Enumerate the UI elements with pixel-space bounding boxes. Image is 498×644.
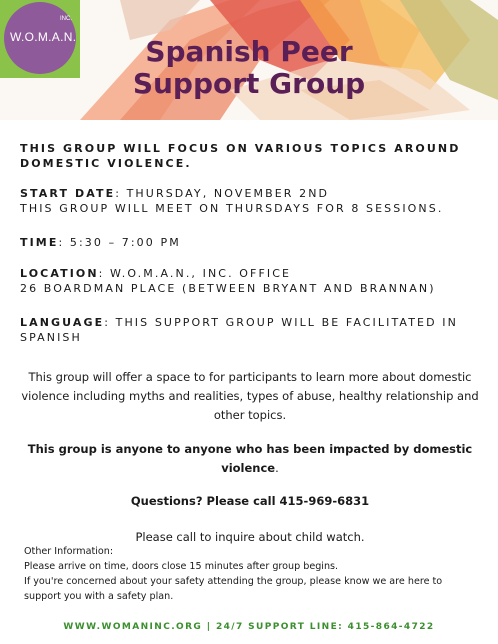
language-value-cont: SPANISH (20, 331, 82, 344)
header-banner (0, 0, 498, 120)
footer-contact: WWW.WOMANINC.ORG | 24/7 SUPPORT LINE: 415-864-4722 (63, 622, 435, 632)
location-label: LOCATION (20, 267, 99, 280)
language-value: : THIS SUPPORT GROUP WILL BE FACILITATED IN (104, 316, 458, 329)
start-date-value: : THURSDAY, NOVEMBER 2ND (115, 187, 330, 200)
logo-name-text: W.O.M.A.N. (10, 30, 77, 44)
start-date-section (20, 186, 490, 216)
language-section (20, 315, 490, 345)
other-info-line-2: If you're concerned about your safety attending the group, please know we are here to (24, 576, 443, 587)
language-label: LANGUAGE (20, 316, 105, 329)
logo-inc-text: INC. (60, 16, 72, 22)
title-line-2: Support Group (132, 67, 366, 100)
audience-statement: This group is anyone to anyone who has been impacted by domestic violence. (27, 442, 473, 475)
other-info-heading: Other Information: (24, 546, 114, 557)
sessions-info: THIS GROUP WILL MEET ON THURSDAYS FOR 8 SESSIONS. (20, 202, 444, 215)
questions-phone: Questions? Please call 415-969-6831 (130, 494, 370, 508)
child-watch-note: Please call to inquire about child watch. (135, 530, 365, 544)
description-paragraph: This group will offer a space to for participants to learn more about domestic violence including myths and realities, types of abuse, healthy relationship and other topics. (21, 370, 479, 422)
time-section (20, 235, 490, 250)
focus-statement: THIS GROUP WILL FOCUS ON VARIOUS TOPICS AROUND DOMESTIC VIOLENCE. (20, 142, 461, 170)
location-value: : W.O.M.A.N., INC. OFFICE (98, 267, 292, 280)
title-line-1: Spanish Peer (145, 35, 353, 68)
time-label: TIME (20, 236, 59, 249)
other-info-line-1: Please arrive on time, doors close 15 minutes after group begins. (24, 561, 339, 572)
time-value: : 5:30 – 7:00 PM (58, 236, 181, 249)
start-date-label: START DATE (20, 187, 116, 200)
location-section (20, 266, 490, 296)
location-address: 26 BOARDMAN PLACE (BETWEEN BRYANT AND BRANNAN) (20, 282, 436, 295)
other-info-line-3: support you with a safety plan. (24, 591, 174, 602)
page-title (0, 36, 498, 100)
other-information (24, 544, 494, 604)
